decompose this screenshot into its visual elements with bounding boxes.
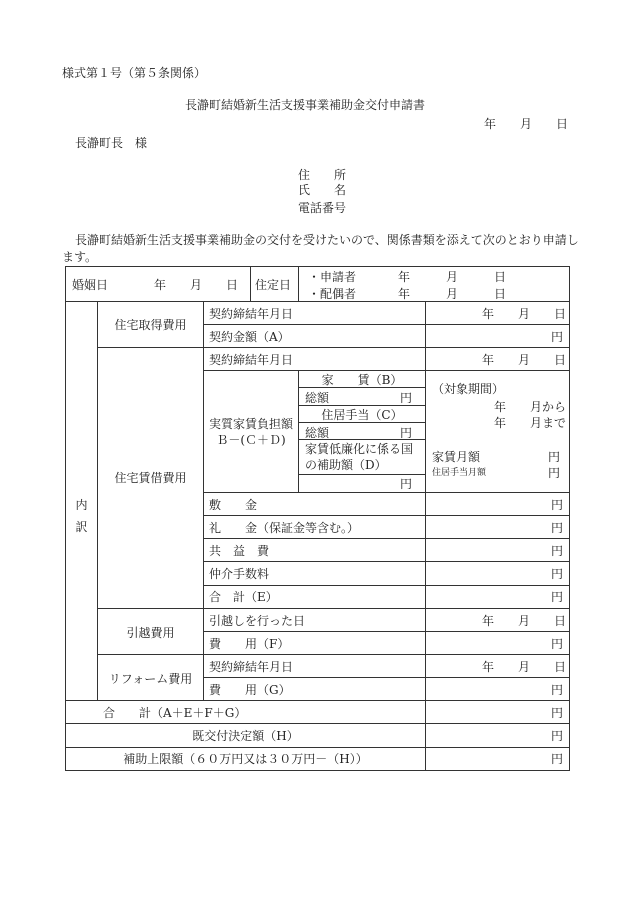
monthly-rent-yen[interactable]: 円 [548, 450, 561, 464]
rent-contract-date-label: 契約締結年月日 [209, 353, 294, 367]
upper-limit-label: 補助上限額（６０万円又は３０万円－（H）） [123, 752, 368, 766]
monthly-allowance-label: 住居手当月額 [432, 468, 487, 478]
cost-f-label: 費 用（F） [209, 637, 290, 651]
intro-line-2: ます。 [62, 250, 98, 264]
marriage-date-field[interactable]: 年 月 日 [154, 278, 239, 292]
grand-total-label: 合 計（A＋E＋F＋G） [103, 706, 247, 720]
address-label: 住 所 [298, 168, 347, 182]
breakdown-label: 内 訳 [75, 498, 88, 534]
rent-b-label: 家 賃（B） [321, 373, 403, 387]
cost-f-yen[interactable]: 円 [550, 637, 563, 651]
allowance-total-label: 総額 [305, 426, 330, 440]
intro-line-1: 長瀞町結婚新生活支援事業補助金の交付を受けたいので、関係書類を添えて次のとおり申請し [75, 233, 579, 247]
allowance-c-label: 住居手当（C） [321, 408, 403, 422]
already-decided-yen[interactable]: 円 [550, 729, 563, 743]
deposit-yen[interactable]: 円 [550, 498, 563, 512]
residence-date-label: 住定日 [255, 278, 292, 292]
applicant-label: ・申請者 [308, 270, 357, 284]
purchase-contract-date-label: 契約締結年月日 [209, 307, 294, 321]
allowance-total-yen[interactable]: 円 [400, 426, 413, 440]
applicant-residence-date[interactable]: 年 月 日 [398, 270, 507, 284]
name-label: 氏 名 [298, 183, 347, 197]
key-money-yen[interactable]: 円 [550, 521, 563, 535]
rent-total-yen[interactable]: 円 [400, 391, 413, 405]
period-label: （対象期間） [432, 382, 505, 396]
reform-contract-date-field[interactable]: 年 月 日 [482, 660, 567, 674]
key-money-label: 礼 金（保証金等含む。） [209, 521, 360, 535]
marriage-date-label: 婚姻日 [72, 278, 109, 292]
purchase-contract-date-field[interactable]: 年 月 日 [482, 307, 567, 321]
spouse-residence-date[interactable]: 年 月 日 [398, 287, 507, 301]
already-decided-label: 既交付決定額（H） [192, 729, 299, 743]
phone-label: 電話番号 [298, 201, 347, 215]
real-rent-label-1: 実質家賃負担額 [208, 417, 293, 431]
contract-amount-label: 契約金額（A） [209, 330, 290, 344]
housing-purchase-label: 住宅取得費用 [114, 318, 187, 332]
rent-total-label: 総額 [305, 391, 330, 405]
subtotal-e-yen[interactable]: 円 [550, 590, 563, 604]
moving-label: 引越費用 [126, 626, 175, 640]
monthly-allowance-yen[interactable]: 円 [548, 466, 561, 480]
period-to[interactable]: 年 月まで [494, 416, 567, 430]
application-date: 年 月 日 [484, 117, 569, 131]
moving-date-label: 引越しを行った日 [209, 614, 306, 628]
agent-fee-label: 仲介手数料 [209, 567, 270, 581]
low-rent-label-2: の補助額（D） [305, 458, 387, 472]
rent-contract-date-field[interactable]: 年 月 日 [482, 353, 567, 367]
housing-rent-label: 住宅賃借費用 [114, 471, 187, 485]
spouse-label: ・配偶者 [308, 287, 357, 301]
reform-label: リフォーム費用 [108, 672, 193, 686]
common-fee-label: 共 益 費 [209, 544, 270, 558]
real-rent-label-2: Ｂ－(Ｃ＋Ｄ) [216, 433, 286, 447]
period-from[interactable]: 年 月から [494, 400, 567, 414]
form-number: 様式第１号（第５条関係） [62, 66, 207, 80]
low-rent-label-1: 家賃低廉化に係る国 [305, 442, 414, 456]
agent-fee-yen[interactable]: 円 [550, 567, 563, 581]
contract-amount-field[interactable]: 円 [550, 330, 563, 344]
upper-limit-yen[interactable]: 円 [550, 752, 563, 766]
monthly-rent-label: 家賃月額 [432, 450, 481, 464]
addressee: 長瀞町長 様 [75, 136, 148, 150]
low-rent-yen[interactable]: 円 [400, 477, 413, 491]
subtotal-e-label: 合 計（E） [209, 590, 278, 604]
form-title: 長瀞町結婚新生活支援事業補助金交付申請書 [185, 98, 426, 112]
cost-g-label: 費 用（G） [209, 683, 291, 697]
grand-total-yen[interactable]: 円 [550, 706, 563, 720]
common-fee-yen[interactable]: 円 [550, 544, 563, 558]
cost-g-yen[interactable]: 円 [550, 683, 563, 697]
moving-date-field[interactable]: 年 月 日 [482, 614, 567, 628]
reform-contract-date-label: 契約締結年月日 [209, 660, 294, 674]
deposit-label: 敷 金 [209, 498, 258, 512]
